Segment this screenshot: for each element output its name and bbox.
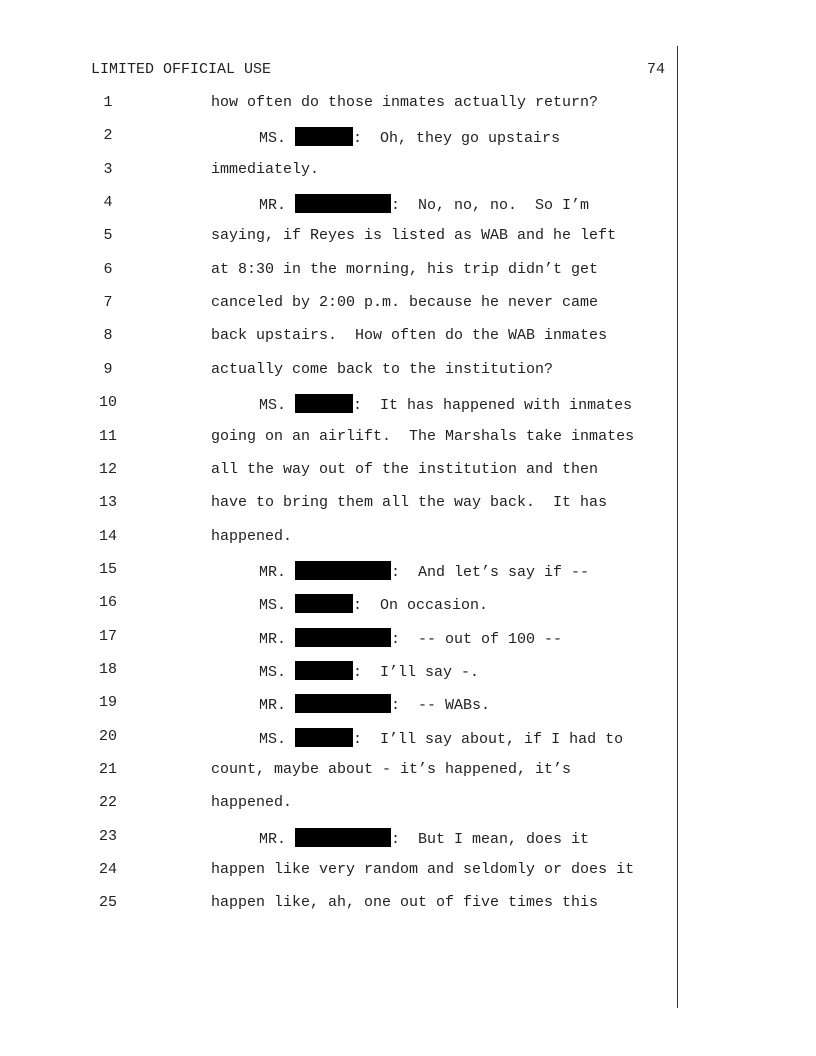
redaction-block [295,594,353,613]
line-number: 22 [98,794,117,811]
redaction-block [295,127,353,146]
speaker-line [259,828,589,848]
transcript-line [0,227,816,249]
transcript-line [0,794,816,816]
speaker-line [259,628,562,648]
line-number: 11 [98,428,117,445]
spoken-text: : On occasion. [353,597,489,614]
line-number: 16 [98,594,117,611]
line-number: 24 [98,861,117,878]
transcript-line [0,361,816,383]
body-text: happened. [211,794,293,811]
speaker-title: MS. [259,597,287,614]
line-number: 9 [103,361,113,378]
body-text: happened. [211,528,293,545]
speaker-title: MS. [259,731,287,748]
body-text: happen like very random and seldomly or does it [211,861,635,878]
body-text: how often do those inmates actually return? [211,94,599,111]
transcript-line [0,761,816,783]
transcript-line [0,528,816,550]
body-text: count, maybe about - it’s happened, it’s [211,761,572,778]
transcript-line [0,694,816,716]
transcript-line [0,628,816,650]
redaction-block [295,828,391,847]
speaker-line [259,594,488,614]
body-text: going on an airlift. The Marshals take inmates [211,428,635,445]
speaker-title: MS. [259,397,287,414]
spoken-text: : I’ll say -. [353,664,480,681]
redaction-block [295,194,391,213]
speaker-line [259,694,490,714]
line-number: 10 [98,394,117,411]
body-text: saying, if Reyes is listed as WAB and he left [211,227,617,244]
speaker-title: MR. [259,564,287,581]
body-text: actually come back to the institution? [211,361,554,378]
transcript-line [0,194,816,216]
line-number: 5 [103,227,113,244]
line-number: 4 [103,194,113,211]
body-text: at 8:30 in the morning, his trip didn’t get [211,261,599,278]
line-number: 19 [98,694,117,711]
line-number: 8 [103,327,113,344]
transcript-line [0,327,816,349]
body-text: immediately. [211,161,320,178]
transcript-line [0,261,816,283]
redaction-block [295,728,353,747]
spoken-text: : I’ll say about, if I had to [353,731,624,748]
redaction-block [295,561,391,580]
line-number: 20 [98,728,117,745]
speaker-line [259,728,623,748]
transcript-line [0,428,816,450]
line-number: 13 [98,494,117,511]
line-number: 12 [98,461,117,478]
page-number: 74 [647,61,666,78]
speaker-line [259,561,589,581]
speaker-line [259,194,589,214]
line-number: 7 [103,294,113,311]
speaker-line [259,661,479,681]
classification-header: LIMITED OFFICIAL USE [91,61,272,78]
spoken-text: : But I mean, does it [391,831,590,848]
body-text: all the way out of the institution and then [211,461,599,478]
line-number: 18 [98,661,117,678]
spoken-text: : -- out of 100 -- [391,631,563,648]
line-number: 3 [103,161,113,178]
line-number: 23 [98,828,117,845]
line-number: 21 [98,761,117,778]
speaker-title: MR. [259,631,287,648]
transcript-line [0,394,816,416]
line-number: 1 [103,94,113,111]
speaker-title: MR. [259,197,287,214]
transcript-line [0,294,816,316]
transcript-line [0,461,816,483]
transcript-line [0,94,816,116]
transcript-line [0,594,816,616]
speaker-line [259,127,560,147]
body-text: have to bring them all the way back. It has [211,494,608,511]
transcript-line [0,161,816,183]
transcript-line [0,861,816,883]
spoken-text: : Oh, they go upstairs [353,130,561,147]
transcript-line [0,661,816,683]
line-number: 17 [98,628,117,645]
line-number: 6 [103,261,113,278]
transcript-line [0,127,816,149]
transcript-line [0,561,816,583]
line-number: 25 [98,894,117,911]
spoken-text: : -- WABs. [391,697,491,714]
transcript-line [0,828,816,850]
redaction-block [295,628,391,647]
redaction-block [295,661,353,680]
redaction-block [295,394,353,413]
spoken-text: : And let’s say if -- [391,564,590,581]
spoken-text: : No, no, no. So I’m [391,197,590,214]
transcript-line [0,494,816,516]
transcript-line [0,894,816,916]
speaker-title: MR. [259,697,287,714]
line-number: 2 [103,127,113,144]
speaker-title: MR. [259,831,287,848]
spoken-text: : It has happened with inmates [353,397,633,414]
body-text: canceled by 2:00 p.m. because he never came [211,294,599,311]
body-text: happen like, ah, one out of five times this [211,894,599,911]
transcript-line [0,728,816,750]
line-number: 15 [98,561,117,578]
body-text: back upstairs. How often do the WAB inmates [211,327,608,344]
speaker-title: MS. [259,664,287,681]
line-number: 14 [98,528,117,545]
speaker-line [259,394,632,414]
speaker-title: MS. [259,130,287,147]
redaction-block [295,694,391,713]
